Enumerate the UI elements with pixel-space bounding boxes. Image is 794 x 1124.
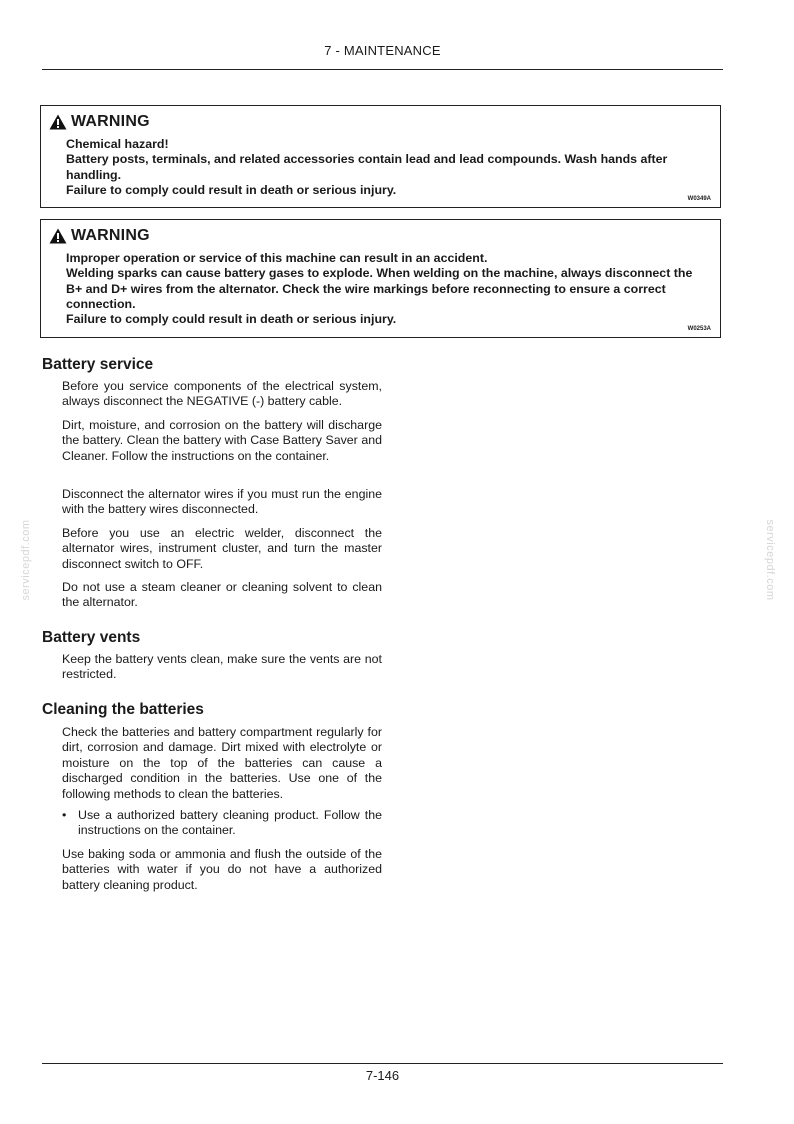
header-rule	[42, 69, 723, 70]
warning-line: Welding sparks can cause battery gases to explode. When welding on the machine, always disconnect the B+ and D+ wires from the alternator. Check the wire markings before reconnecting to ensure a correct connection.	[66, 266, 693, 311]
warning-line: Battery posts, terminals, and related accessories contain lead and lead compounds. Wash hands after handling.	[66, 152, 668, 182]
watermark-right: servicepdf.com	[764, 519, 776, 601]
warning-box-welding	[40, 219, 721, 338]
warning-code: W0253A	[687, 326, 711, 332]
paragraph: Before you service components of the electrical system, always disconnect the NEGATIVE (-) battery cable.	[62, 379, 382, 409]
section-heading-battery-vents: Battery vents	[42, 629, 141, 646]
warning-box-chemical	[40, 105, 721, 208]
paragraph: Dirt, moisture, and corrosion on the battery will discharge the battery. Clean the battery with Case Battery Saver and Cleaner. Follow the instructions on the container.	[62, 418, 382, 463]
paragraph: Check the batteries and battery compartment regularly for dirt, corrosion and damage. Dirt mixed with electrolyte or moisture on the top of the batteries can cause a discharged condition in the batteries. Use one of the following methods to clean the batteries.	[62, 725, 382, 801]
page-number: 7-146	[365, 1068, 400, 1083]
warning-title: WARNING	[71, 227, 150, 244]
paragraph: Disconnect the alternator wires if you must run the engine with the battery wires disconnected.	[62, 487, 382, 517]
warning-title: WARNING	[71, 113, 150, 130]
page-header-title: 7 - MAINTENANCE	[324, 43, 441, 58]
watermark-left: servicepdf.com	[20, 519, 32, 601]
warning-line: Failure to comply could result in death or serious injury.	[66, 182, 397, 197]
footer-rule	[42, 1063, 723, 1064]
warning-line: Improper operation or service of this machine can result in an accident.	[66, 251, 488, 265]
section-heading-cleaning-batteries: Cleaning the batteries	[42, 701, 204, 718]
warning-line: Failure to comply could result in death or serious injury.	[66, 312, 397, 327]
warning-triangle-icon	[49, 228, 67, 244]
section-heading-battery-service: Battery service	[42, 356, 154, 373]
warning-triangle-icon	[49, 114, 67, 130]
paragraph: Use baking soda or ammonia and flush the outside of the batteries with water if you do not have a authorized battery cleaning product.	[62, 847, 382, 892]
paragraph: Do not use a steam cleaner or cleaning solvent to clean the alternator.	[62, 580, 382, 610]
warning-line: Chemical hazard!	[66, 137, 169, 151]
paragraph: Before you use an electric welder, disconnect the alternator wires, instrument cluster, and turn the master disconnect switch to OFF.	[62, 526, 382, 571]
bullet-text: Use a authorized battery cleaning product. Follow the instructions on the container.	[78, 808, 382, 838]
list-item	[62, 808, 382, 839]
bullet-glyph: •	[62, 808, 67, 822]
paragraph: Keep the battery vents clean, make sure the vents are not restricted.	[62, 652, 382, 682]
warning-code: W0349A	[687, 196, 711, 202]
